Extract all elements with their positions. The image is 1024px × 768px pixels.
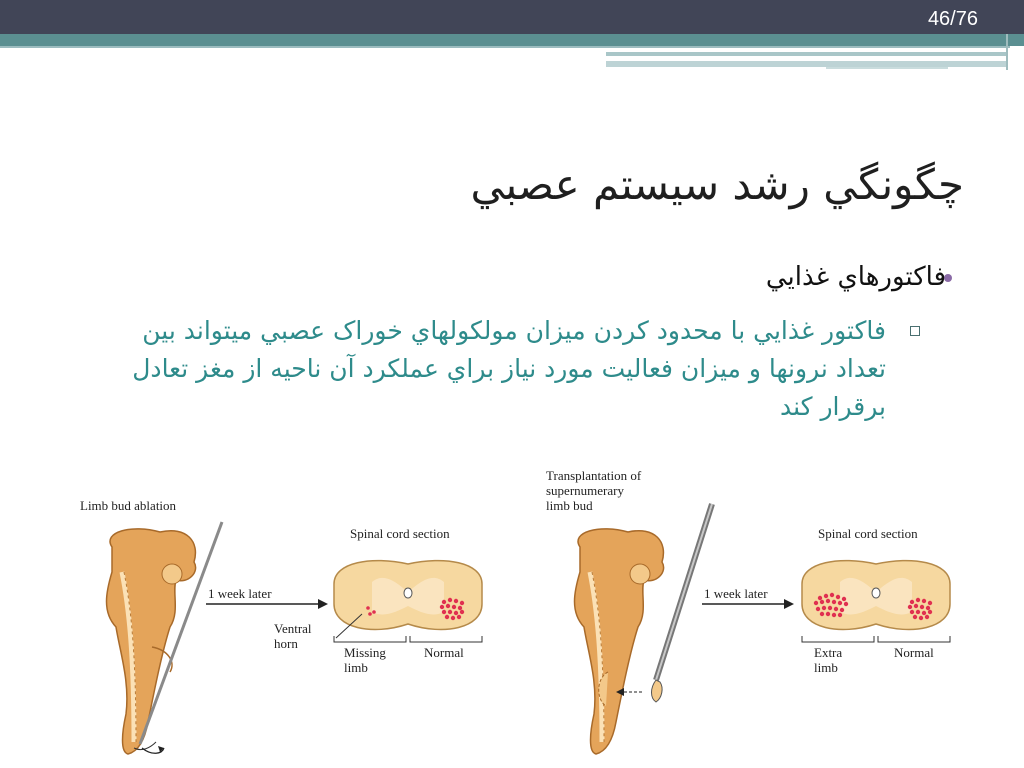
ventral-horn-label-1: Ventral xyxy=(274,621,312,636)
left-arrow-label: 1 week later xyxy=(208,586,272,601)
teal-band xyxy=(0,34,1024,46)
bullet-sub: فاکتور غذايي با محدود کردن ميزان مولکولهاي خوراک عصبي ميتواند بين تعداد نرونها و ميزان فعاليت مورد نياز براي عملکرد آن ناحيه از مغز تعادل برقرار کند xyxy=(132,316,886,421)
left-section-title: Spinal cord section xyxy=(350,526,450,541)
transplant-pipette xyxy=(652,504,713,702)
extra-limb-label-1: Extra xyxy=(814,645,843,660)
page-number: 46/76 xyxy=(927,8,978,30)
right-arrow-label: 1 week later xyxy=(704,586,768,601)
ventral-horn-label-2: horn xyxy=(274,636,298,651)
slide-title: چگونگي رشد سيستم عصبي xyxy=(470,160,964,209)
teal-line xyxy=(0,46,1010,48)
normal-label-left: Normal xyxy=(424,645,464,660)
decor-stripe xyxy=(606,52,1008,56)
right-heading-2: supernumerary xyxy=(546,483,624,498)
missing-limb-label-2: limb xyxy=(344,660,368,675)
decor-stripe xyxy=(826,67,948,69)
embryo-illustration-right xyxy=(575,529,664,754)
bullet-main: فاکتورهاي غذايي xyxy=(765,262,946,292)
embryo-illustration-left xyxy=(107,529,196,754)
right-heading-3: limb bud xyxy=(546,498,593,513)
normal-label-right: Normal xyxy=(894,645,934,660)
right-heading-1: Transplantation of xyxy=(546,468,642,483)
extra-limb-label-2: limb xyxy=(814,660,838,675)
left-heading: Limb bud ablation xyxy=(80,498,177,513)
right-section-title: Spinal cord section xyxy=(818,526,918,541)
top-bar xyxy=(0,0,1024,34)
missing-limb-label-1: Missing xyxy=(344,645,386,660)
square-bullet-icon xyxy=(910,326,920,336)
decor-vertical-bar xyxy=(1006,34,1008,70)
limb-bud-figure xyxy=(72,452,972,762)
